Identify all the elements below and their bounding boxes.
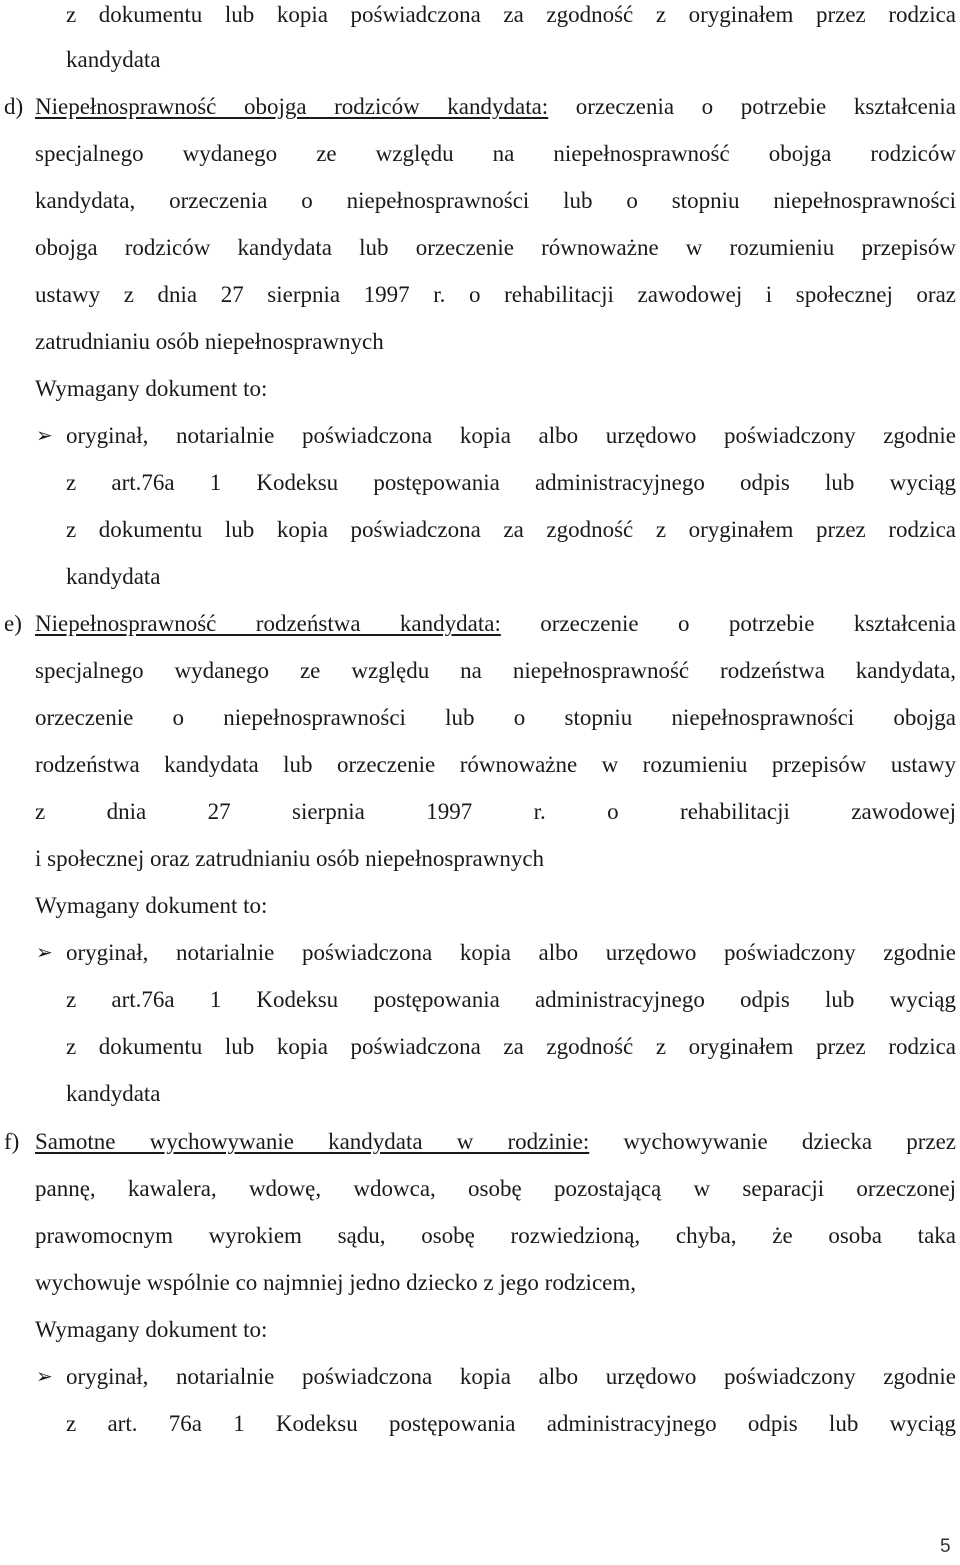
text-line: oryginał, notarialnie poświadczona kopia albo urzędowo poświadczony zgodnie — [66, 940, 956, 965]
text-line: prawomocnym wyrokiem sądu, osobę rozwiedzioną, chyba, że osoba taka — [35, 1223, 956, 1248]
text-line: orzeczenie o niepełnosprawności lub o stopniu niepełnosprawności obojga — [35, 705, 956, 730]
text-line: specjalnego wydanego ze względu na niepełnosprawność rodzeństwa kandydata, — [35, 658, 956, 683]
section-e-first-line — [35, 609, 956, 639]
text-line: z dokumentu lub kopia poświadczona za zgodność z oryginałem przez rodzica — [66, 517, 956, 542]
text-line: rodzeństwa kandydata lub orzeczenie równoważne w rozumieniu przepisów ustawy — [35, 752, 956, 777]
section-title: Niepełnosprawność rodzeństwa kandydata: — [35, 611, 501, 636]
section-f-first-line — [35, 1127, 956, 1157]
text-line: z dokumentu lub kopia poświadczona za zgodność z oryginałem przez rodzica — [66, 1034, 956, 1059]
text-line: specjalnego wydanego ze względu na niepełnosprawność obojga rodziców — [35, 141, 956, 166]
text-fragment: orzeczenie o potrzebie kształcenia — [500, 611, 956, 636]
text-line: oryginał, notarialnie poświadczona kopia albo urzędowo poświadczony zgodnie — [66, 1364, 956, 1389]
arrowhead-bullet-icon: ➢ — [36, 1366, 53, 1388]
required-doc-heading: Wymagany dokument to: — [35, 376, 268, 401]
text-line: i społecznej oraz zatrudnianiu osób niepełnosprawnych — [35, 846, 545, 871]
text-fragment: orzeczenia o potrzebie kształcenia — [548, 94, 956, 119]
section-label: f) — [4, 1129, 20, 1154]
text-line: kandydata, orzeczenia o niepełnosprawności lub o stopniu niepełnosprawności — [35, 188, 956, 213]
section-title: Niepełnosprawność obojga rodziców kandydata: — [35, 94, 549, 119]
text-line: z dokumentu lub kopia poświadczona za zgodność z oryginałem przez rodzica — [66, 2, 956, 27]
text-line: pannę, kawalera, wdowę, wdowca, osobę pozostającą w separacji orzeczonej — [35, 1176, 956, 1201]
text-line: z art.76a 1 Kodeksu postępowania administracyjnego odpis lub wyciąg — [66, 987, 956, 1012]
text-line: zatrudnianiu osób niepełnosprawnych — [35, 329, 384, 354]
section-d-first-line — [35, 92, 956, 122]
arrowhead-bullet-icon: ➢ — [36, 425, 53, 447]
text-line: obojga rodziców kandydata lub orzeczenie równoważne w rozumieniu przepisów — [35, 235, 956, 260]
section-label: d) — [4, 94, 24, 119]
text-line: z art. 76a 1 Kodeksu postępowania administracyjnego odpis lub wyciąg — [66, 1411, 956, 1436]
text-line: kandydata — [66, 1081, 161, 1106]
arrowhead-bullet-icon: ➢ — [36, 942, 53, 964]
text-line: kandydata — [66, 564, 161, 589]
section-title: Samotne wychowywanie kandydata w rodzinie: — [35, 1129, 590, 1154]
text-line: wychowuje wspólnie co najmniej jedno dziecko z jego rodzicem, — [35, 1270, 636, 1295]
text-line: oryginał, notarialnie poświadczona kopia albo urzędowo poświadczony zgodnie — [66, 423, 956, 448]
text-fragment: wychowywanie dziecka przez — [589, 1129, 956, 1154]
section-label: e) — [4, 611, 22, 636]
text-line: kandydata — [66, 47, 161, 72]
text-line: z art.76a 1 Kodeksu postępowania administracyjnego odpis lub wyciąg — [66, 470, 956, 495]
text-line: ustawy z dnia 27 sierpnia 1997 r. o rehabilitacji zawodowej i społecznej oraz — [35, 282, 956, 307]
page-number: 5 — [940, 1536, 951, 1557]
text-line: z dnia 27 sierpnia 1997 r. o rehabilitacji zawodowej — [35, 799, 956, 824]
required-doc-heading: Wymagany dokument to: — [35, 893, 268, 918]
required-doc-heading: Wymagany dokument to: — [35, 1317, 268, 1342]
